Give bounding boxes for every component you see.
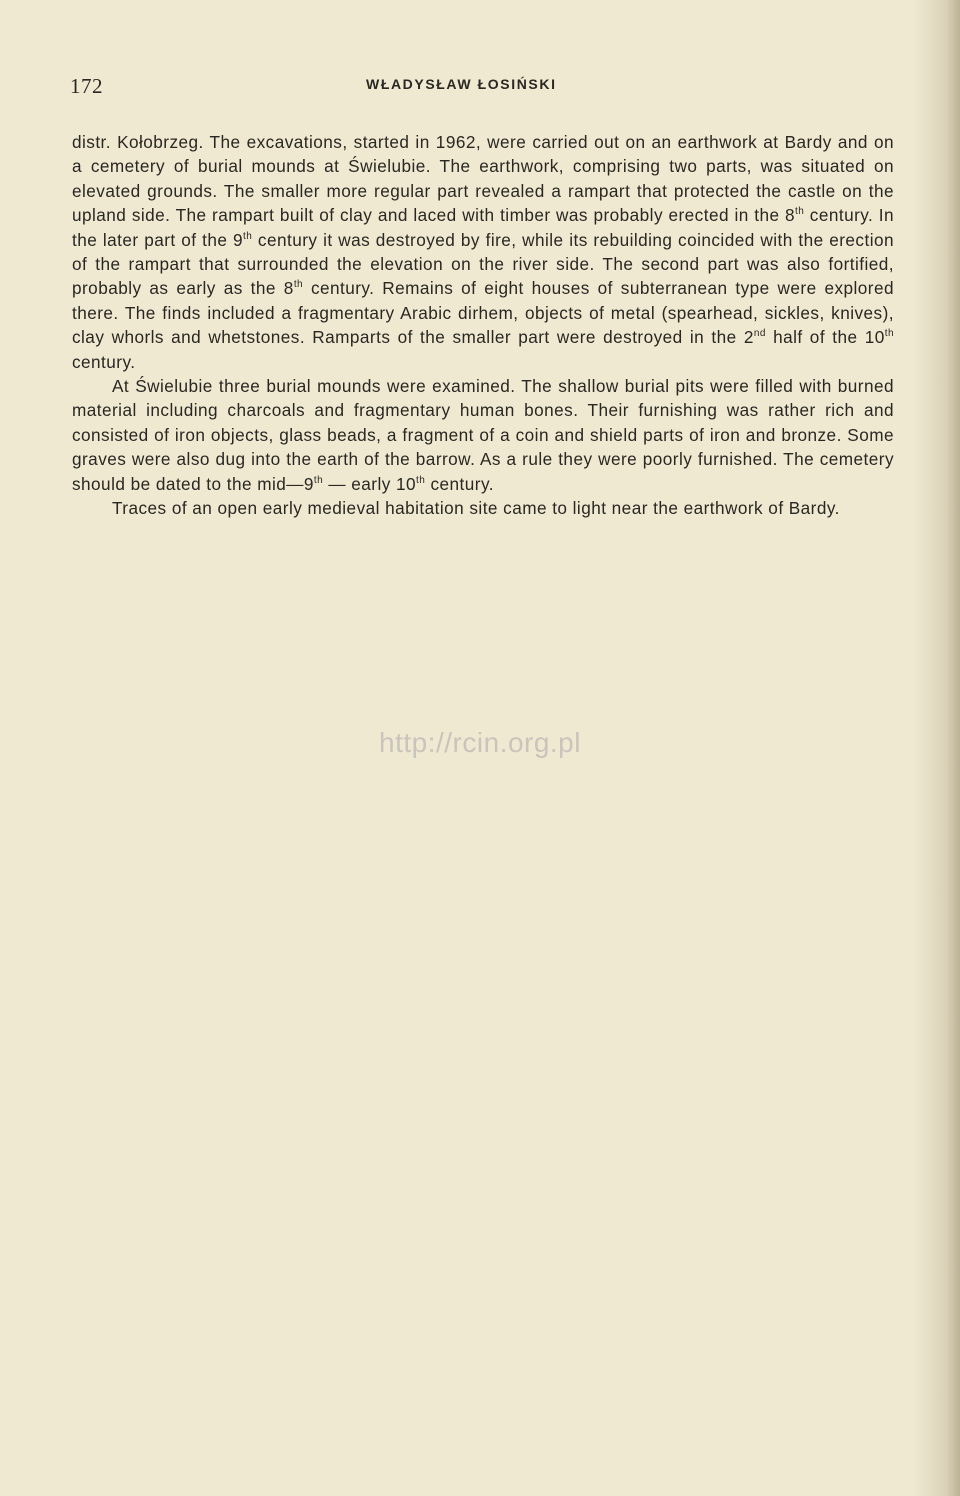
- watermark-url: http://rcin.org.pl: [379, 727, 581, 758]
- text-segment: At Świelubie three burial mounds were examined. The shallow burial pits were filled with burned material including charcoals and fragmentary human bones. Their furnishing was rather rich and consisted of iron objects, glass beads, a fragment of a coin and shield parts of iron and bronze. Some graves were also dug into the earth of the barrow. As a rule they were poorly furnished. The cemetery should be dated to the mid—9: [72, 376, 894, 494]
- page-number: 172: [70, 74, 103, 98]
- ordinal-suffix: th: [313, 474, 324, 486]
- text-segment: half of the 10: [765, 327, 885, 348]
- text-segment: century.: [72, 351, 136, 372]
- text-segment: century. Remains of eight houses of subterranean type were explored there. The finds included a fragmentary Arabic dirhem, objects of metal (spearhead, sickles, knives), clay whorls and whetstones. Ramparts of the smaller part were destroyed in the 2: [72, 278, 894, 348]
- text-segment: century.: [425, 473, 494, 494]
- ordinal-suffix: th: [293, 279, 304, 291]
- ordinal-suffix: nd: [753, 328, 766, 340]
- text-segment: century. In the later part of the 9: [72, 205, 894, 250]
- running-head: WŁADYSŁAW ŁOSIŃSKI: [366, 76, 557, 92]
- ordinal-suffix: th: [416, 474, 426, 486]
- paragraph-swielubie: [72, 374, 894, 496]
- paragraph-bardy: [72, 130, 894, 374]
- ordinal-suffix: th: [243, 230, 253, 242]
- ordinal-suffix: th: [795, 206, 805, 218]
- text-segment: — early 10: [323, 473, 417, 494]
- text-segment: Traces of an open early medieval habitation site came to light near the earthwork of Bardy.: [112, 498, 840, 519]
- ordinal-suffix: th: [884, 328, 894, 340]
- text-segment: century it was destroyed by fire, while its rebuilding coincided with the erection of the rampart that surrounded the elevation on the river side. The second part was also fortified, probably as early as the 8: [72, 229, 894, 299]
- text-segment: distr. Kołobrzeg. The excavations, started in 1962, were carried out on an earthwork at Bardy and on a cemetery of burial mounds at Świelubie. The earthwork, comprising two parts, was situated on elevated grounds. The smaller more regular part revealed a rampart that protected the castle on the upland side. The rampart built of clay and laced with timber was probably erected in the 8: [72, 132, 894, 226]
- paragraph-habitation-site: [72, 496, 894, 520]
- body-text: [72, 130, 894, 521]
